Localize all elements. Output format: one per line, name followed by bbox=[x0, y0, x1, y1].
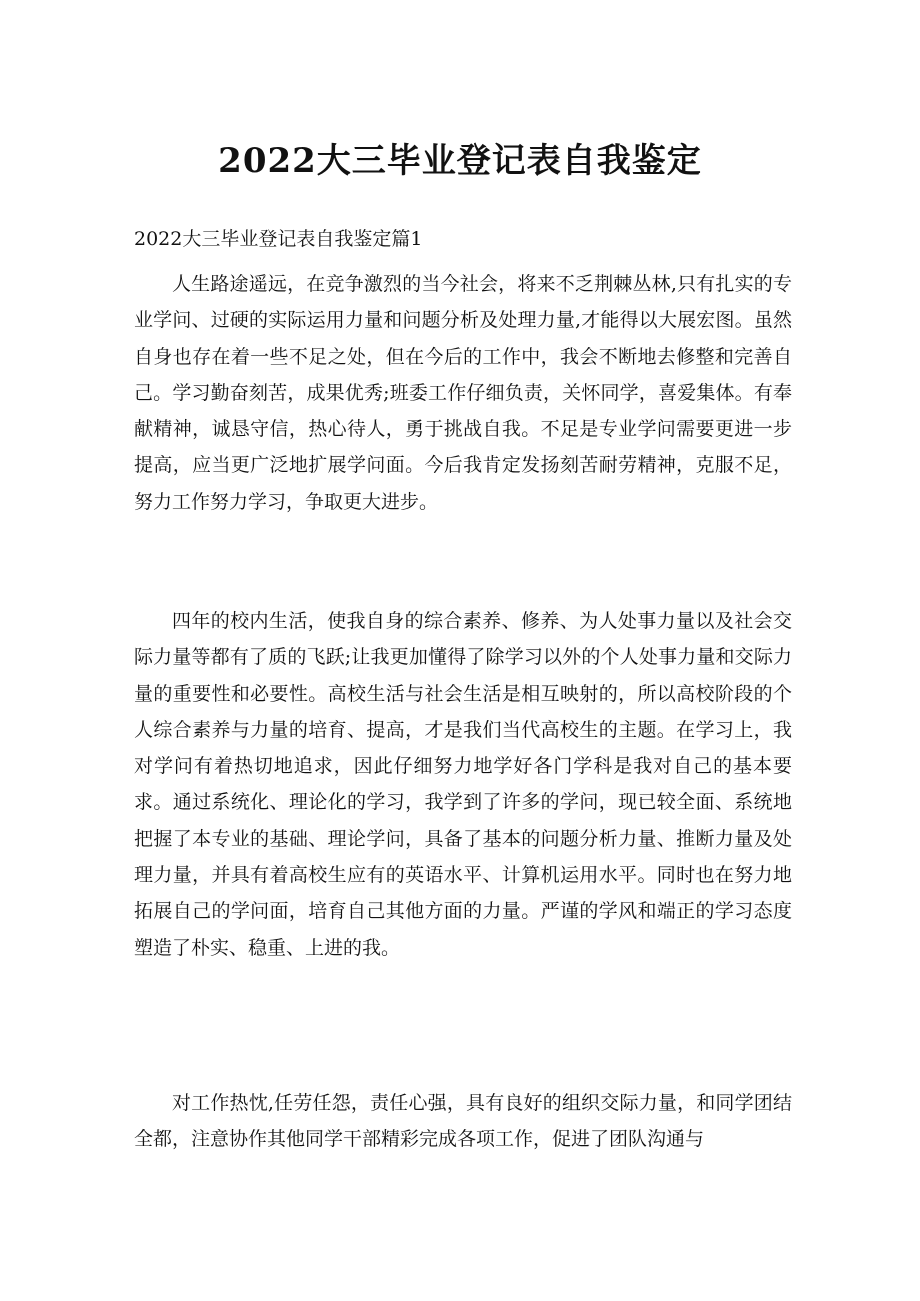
paragraph-3: 对工作热忱,任劳任怨，责任心强，具有良好的组织交际力量，和同学团结全都，注意协作其他同学干部精彩完成各项工作，促进了团队沟通与 bbox=[134, 1092, 792, 1151]
paragraph-2: 四年的校内生活，使我自身的综合素养、修养、为人处事力量以及社会交际力量等都有了质的飞跃;让我更加懂得了除学习以外的个人处事力量和交际力量的重要性和必要性。高校生活与社会生活是相互映射的，所以高校阶段的个人综合素养与力量的培育、提高，才是我们当代高校生的主题。在学习上，我对学问有着热切地追求，因此仔细努力地学好各门学科是我对自己的基本要求。通过系统化、理论化的学习，我学到了许多的学问，现已较全面、系统地把握了本专业的基础、理论学问，具备了基本的问题分析力量、推断力量及处理力量，并具有着高校生应有的英语水平、计算机运用水平。同时也在努力地拓展自己的学问面，培育自己其他方面的力量。严谨的学风和端正的学习态度塑造了朴实、稳重、上进的我。 bbox=[134, 610, 792, 959]
document-title: 2022大三毕业登记表自我鉴定 bbox=[218, 141, 702, 181]
section-heading: 2022大三毕业登记表自我鉴定篇1 bbox=[134, 228, 423, 250]
paragraph-1: 人生路途遥远，在竞争激烈的当今社会，将来不乏荆棘丛林,只有扎实的专业学问、过硬的实际运用力量和问题分析及处理力量,才能得以大展宏图。虽然自身也存在着一些不足之处，但在今后的工作中，我会不断地去修整和完善自己。学习勤奋刻苦，成果优秀;班委工作仔细负责，关怀同学，喜爱集体。有奉献精神，诚恳守信，热心待人，勇于挑战自我。不足是专业学问需要更进一步提高，应当更广泛地扩展学问面。今后我肯定发扬刻苦耐劳精神，克服不足，努力工作努力学习，争取更大进步。 bbox=[134, 273, 792, 513]
